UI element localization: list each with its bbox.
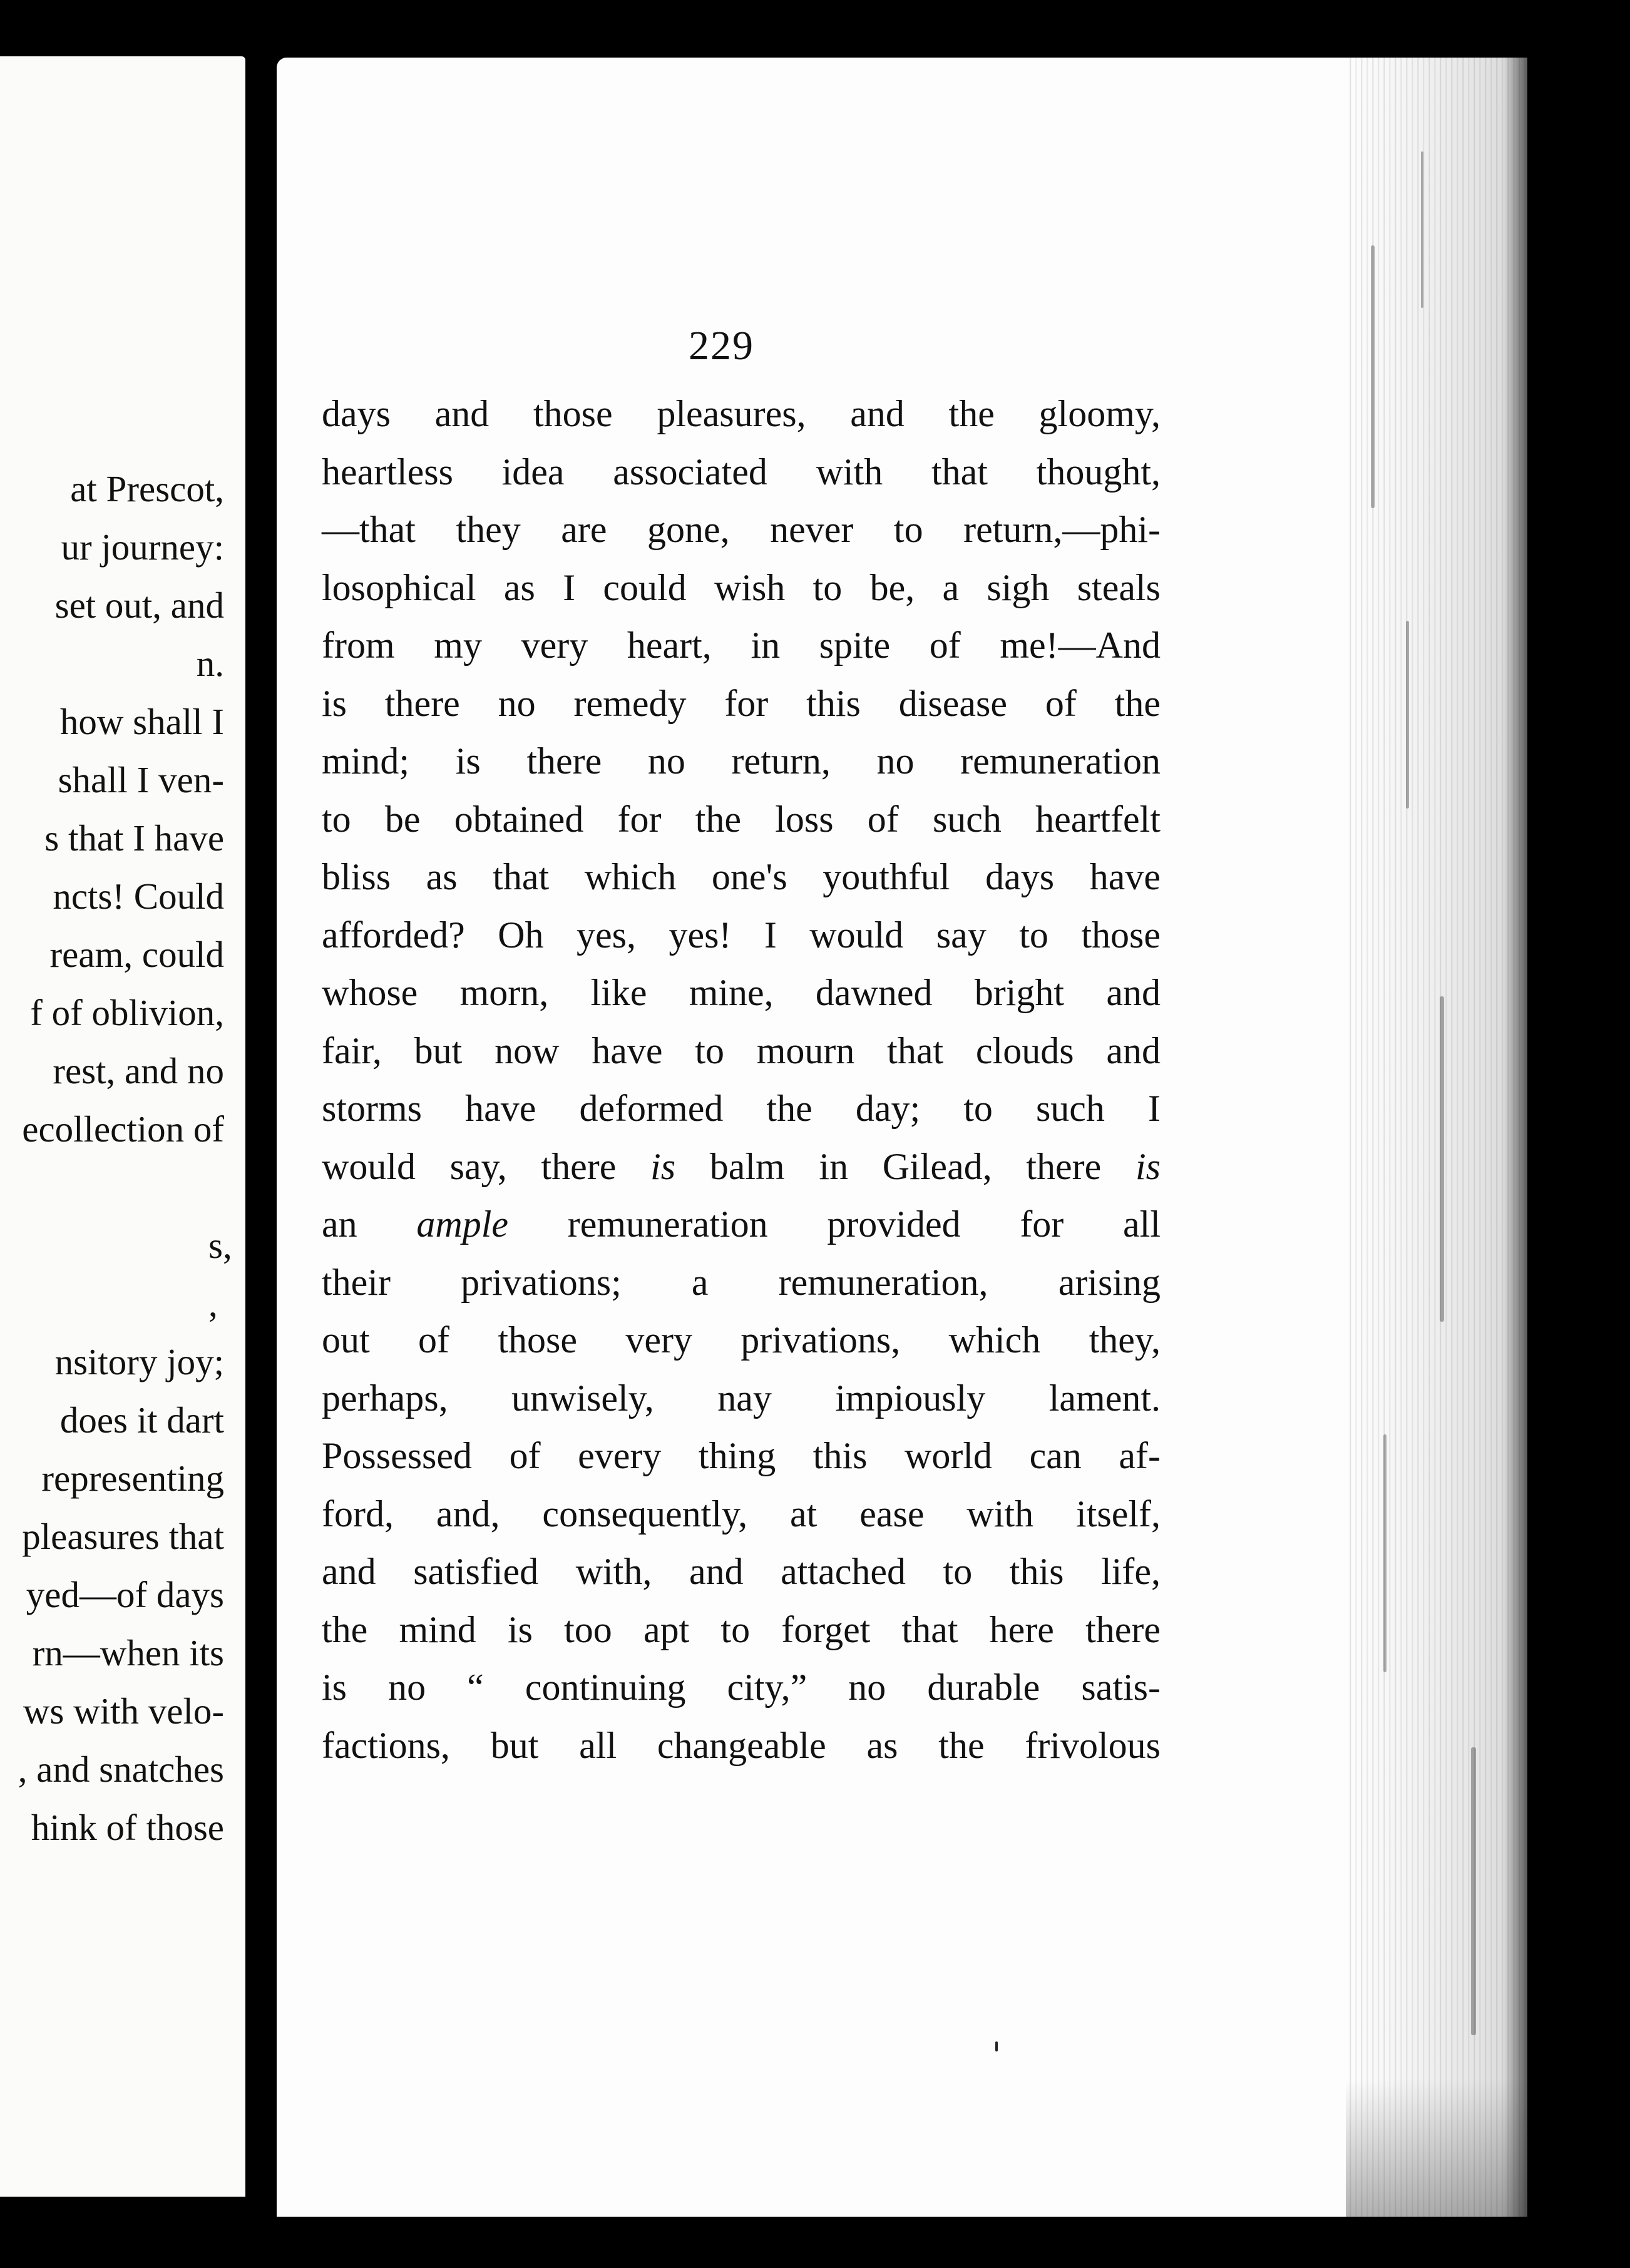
left-page-line: pleasures that xyxy=(22,1516,224,1557)
text-line: out of those very privations, which they, xyxy=(322,1319,1161,1361)
left-page-line: ws with velo- xyxy=(23,1690,224,1732)
left-page-line: how shall I xyxy=(59,701,224,742)
text-line: factions, but all changeable as the frivolous xyxy=(322,1724,1161,1766)
emphasis: ample xyxy=(416,1203,508,1245)
left-page-line: f of oblivion, xyxy=(30,992,224,1033)
text-line: is there no remedy for this disease of the xyxy=(322,682,1161,724)
left-page-line: at Prescot, xyxy=(70,468,224,509)
left-page-line: representing xyxy=(41,1458,224,1499)
left-page-line: s that I have xyxy=(44,817,224,859)
text-segment: remuneration provided for all xyxy=(508,1203,1161,1245)
edge-streak xyxy=(1421,151,1423,308)
text-line: ford, and, consequently, at ease with itself, xyxy=(322,1493,1161,1535)
left-page-line: , and snatches xyxy=(18,1749,224,1790)
text-line: storms have deformed the day; to such I xyxy=(322,1088,1161,1129)
left-page-line: yed—of days xyxy=(26,1574,224,1615)
text-line: from my very heart, in spite of me!—And xyxy=(322,625,1161,666)
left-page-line: ur journey: xyxy=(61,526,224,568)
text-line: whose morn, like mine, dawned bright and xyxy=(322,972,1161,1013)
text-segment: an xyxy=(322,1203,417,1245)
text-line: —that they are gone, never to return,—phi- xyxy=(322,509,1161,550)
text-segment: balm in Gilead, there xyxy=(675,1145,1135,1187)
edge-streak xyxy=(1371,245,1375,508)
left-page xyxy=(0,56,245,2197)
left-page-text xyxy=(0,460,232,1857)
text-line: Possessed of every thing this world can af- xyxy=(322,1435,1161,1476)
text-line: heartless idea associated with that thought, xyxy=(322,451,1161,493)
text-line: bliss as that which one's youthful days have xyxy=(322,856,1161,897)
text-line: the mind is too apt to forget that here there xyxy=(322,1608,1161,1650)
left-page-line: rn—when its xyxy=(32,1632,224,1673)
text-line: mind; is there no return, no remuneration xyxy=(322,740,1161,782)
page-edge xyxy=(1346,58,1527,2217)
emphasis: is xyxy=(650,1145,676,1187)
text-line: perhaps, unwisely, nay impiously lament. xyxy=(322,1377,1161,1419)
text-line: is no “ continuing city,” no durable satis- xyxy=(322,1667,1161,1708)
text-line: fair, but now have to mourn that clouds and xyxy=(322,1029,1161,1071)
text-line: their privations; a remuneration, arising xyxy=(322,1261,1161,1303)
edge-streak xyxy=(1406,621,1409,809)
ink-speck xyxy=(995,2041,998,2051)
left-page-line: hink of those xyxy=(31,1807,224,1848)
left-page-line: ncts! Could xyxy=(53,876,224,917)
left-page-line: ecollection of xyxy=(22,1108,224,1150)
left-page-line: ream, could xyxy=(49,934,224,975)
left-page-line: shall I ven- xyxy=(58,759,224,800)
left-page-line: does it dart xyxy=(59,1399,224,1441)
page-number: 229 xyxy=(689,323,754,369)
left-page-line: , xyxy=(208,1283,218,1324)
edge-shadow-bottom xyxy=(1346,2079,1527,2217)
left-page-line xyxy=(0,1158,224,1217)
left-page-line: s, xyxy=(208,1225,232,1266)
left-page-line: n. xyxy=(196,643,224,684)
text-line: losophical as I could wish to be, a sigh steals xyxy=(322,566,1161,608)
text-line: days and those pleasures, and the gloomy, xyxy=(322,393,1161,434)
edge-streak xyxy=(1440,996,1444,1322)
left-page-line: set out, and xyxy=(54,585,224,626)
left-page-line: rest, and no xyxy=(53,1050,224,1091)
text-line: afforded? Oh yes, yes! I would say to those xyxy=(322,914,1161,956)
text-line: to be obtained for the loss of such heartfelt xyxy=(322,798,1161,840)
edge-streak xyxy=(1383,1434,1387,1672)
left-page-line: nsitory joy; xyxy=(54,1341,224,1382)
emphasis: is xyxy=(1135,1145,1161,1187)
text-segment: would say, there xyxy=(322,1145,651,1187)
text-line xyxy=(322,1138,1161,1196)
edge-shadow xyxy=(1504,58,1527,2217)
text-line xyxy=(322,1195,1161,1254)
text-line: and satisfied with, and attached to this life, xyxy=(322,1551,1161,1592)
edge-streak xyxy=(1471,1747,1476,2035)
body-text xyxy=(322,385,1161,1774)
